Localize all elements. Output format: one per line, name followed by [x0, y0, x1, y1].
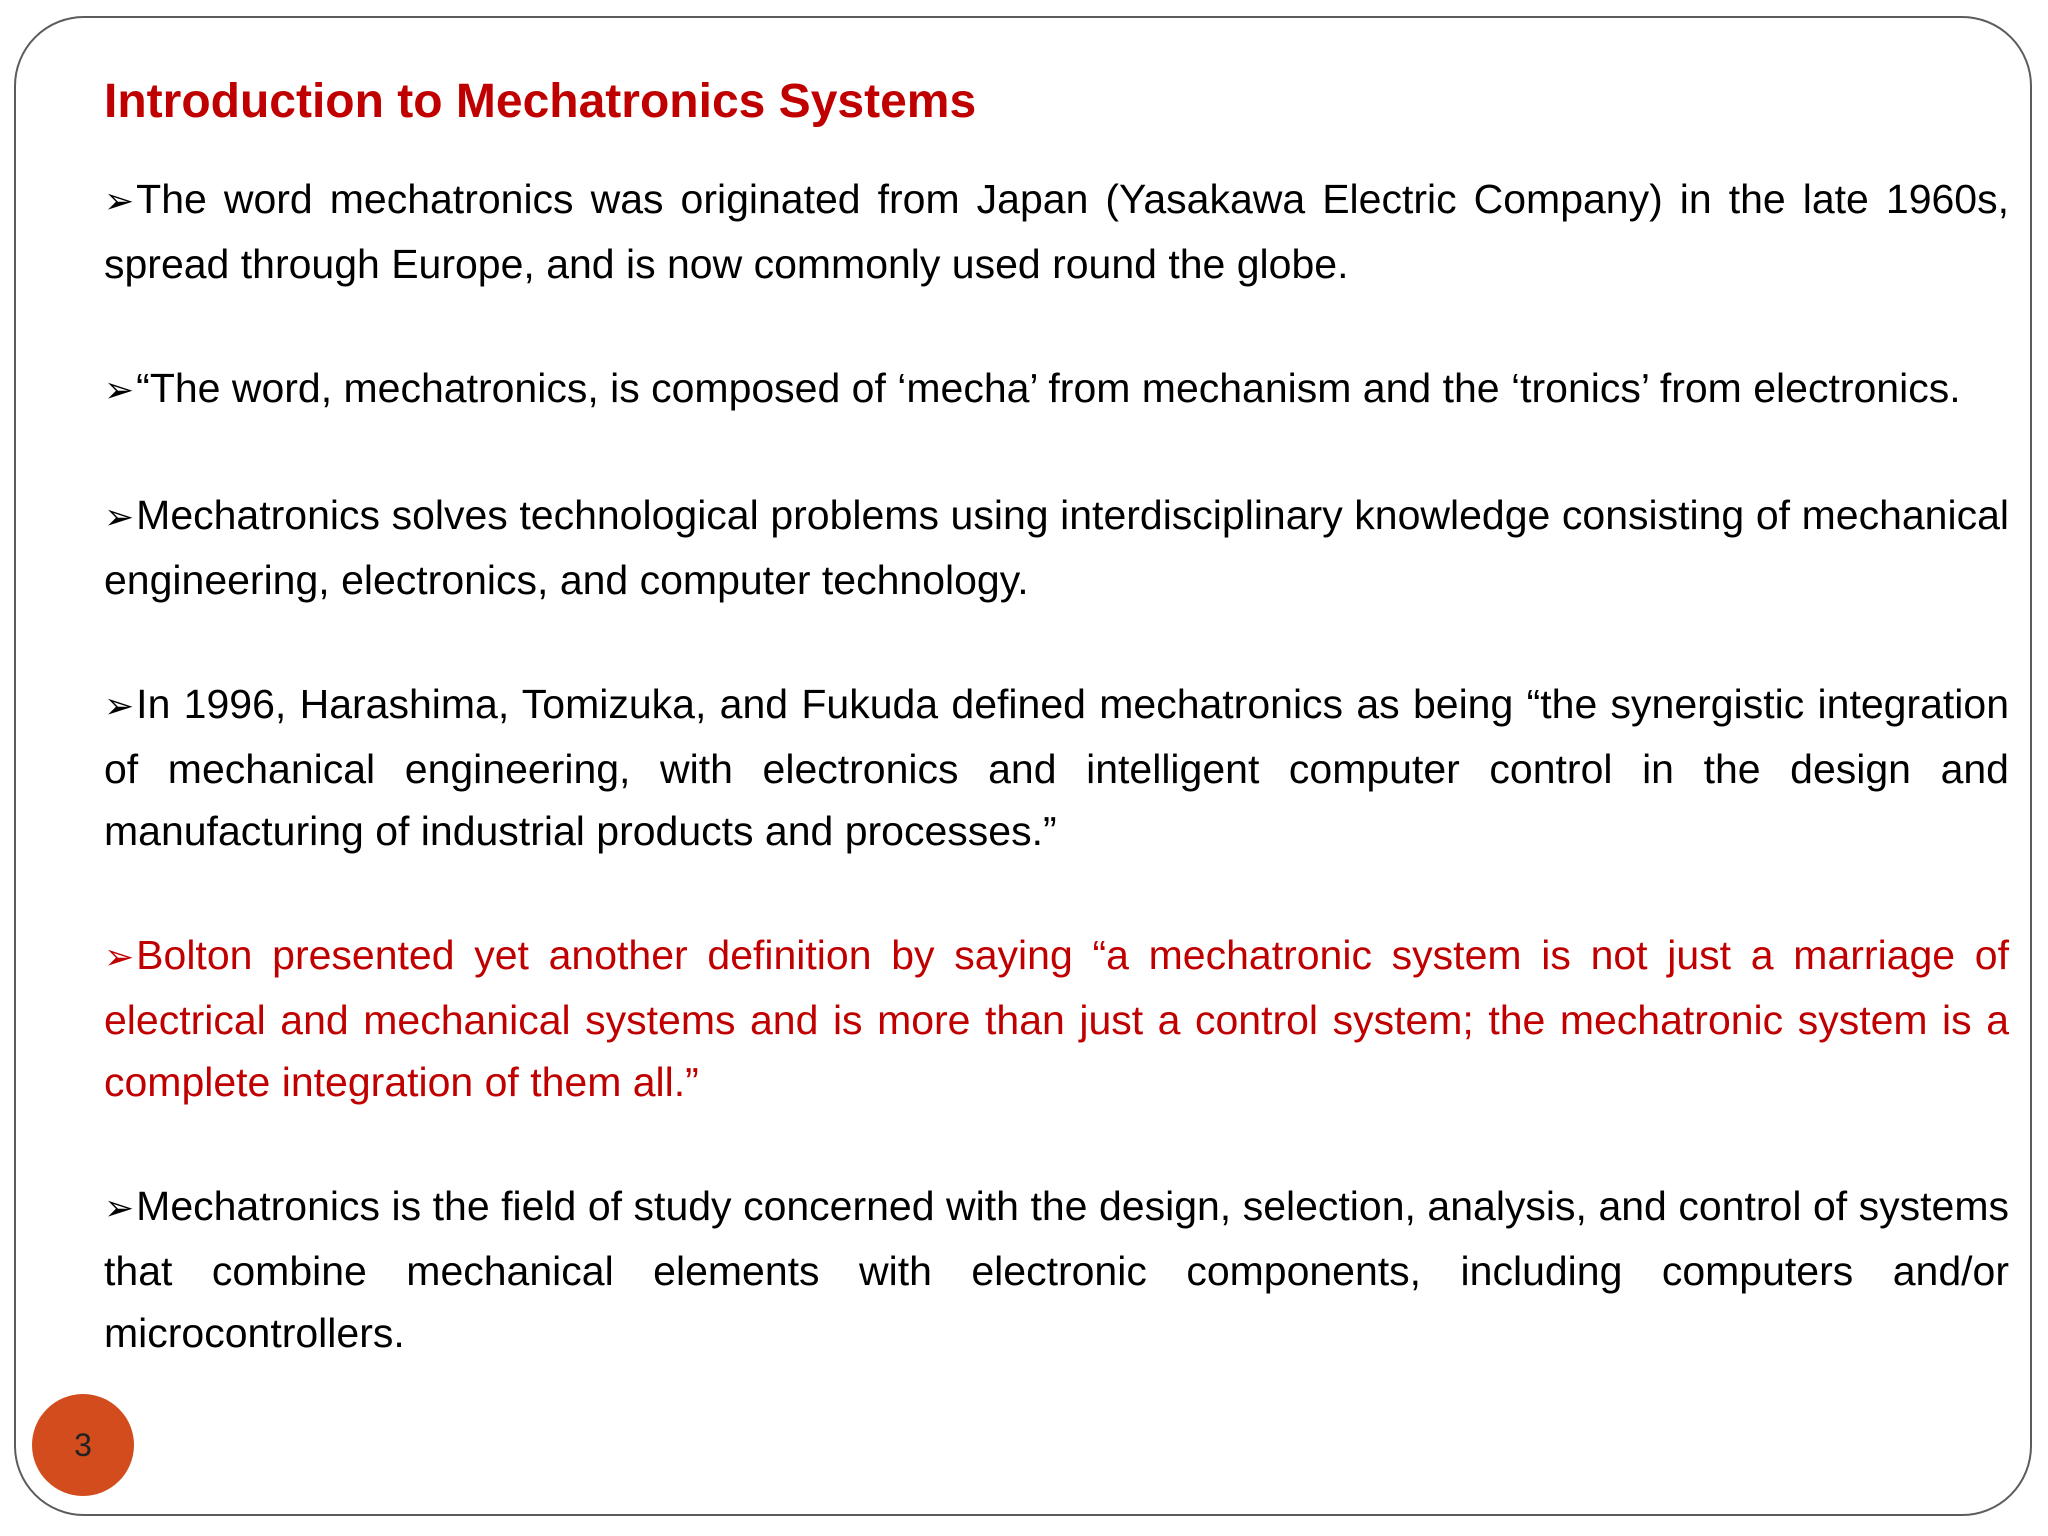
- slide-title: Introduction to Mechatronics Systems: [104, 75, 977, 128]
- bullet-item: [104, 673, 2009, 862]
- bullet-text: Mechatronics solves technological problems using interdisciplinary knowledge consisting of mechanical engineering, electronics, and computer technology.: [104, 492, 2009, 603]
- slide-frame: [14, 16, 2032, 1516]
- arrowhead-bullet-icon: ➢: [104, 181, 135, 222]
- bullet-item: [104, 484, 2009, 611]
- arrowhead-bullet-icon: ➢: [104, 937, 135, 978]
- bullet-item: [104, 168, 2009, 295]
- arrowhead-bullet-icon: ➢: [104, 686, 135, 727]
- page-number-badge: 3: [32, 1394, 134, 1496]
- arrowhead-bullet-icon: ➢: [104, 497, 135, 538]
- bullet-item-highlighted: [104, 924, 2009, 1113]
- bullet-text: Bolton presented yet another definition by saying “a mechatronic system is not just a marriage of electrical and mechanical systems and is more than just a control system; the mechatronic system is a complete integration of them all.”: [104, 932, 2009, 1105]
- bullet-text: In 1996, Harashima, Tomizuka, and Fukuda defined mechatronics as being “the synergistic integration of mechanical engineering, with electronics and intelligent computer control in the design and manufacturing of industrial products and processes.”: [104, 681, 2009, 854]
- bullet-item: [104, 1175, 2009, 1364]
- bullet-text: “The word, mechatronics, is composed of ‘mecha’ from mechanism and the ‘tronics’ from electronics.: [136, 365, 1961, 411]
- bullet-list: [104, 168, 2009, 1426]
- bullet-text: The word mechatronics was originated from Japan (Yasakawa Electric Company) in the late 1960s, spread through Europe, and is now commonly used round the globe.: [104, 176, 2009, 287]
- arrowhead-bullet-icon: ➢: [104, 1188, 135, 1229]
- bullet-item: [104, 357, 2009, 422]
- arrowhead-bullet-icon: ➢: [104, 370, 135, 411]
- bullet-text: Mechatronics is the field of study concerned with the design, selection, analysis, and control of systems that combine mechanical elements with electronic components, including computers and/or microcontrollers.: [104, 1183, 2009, 1356]
